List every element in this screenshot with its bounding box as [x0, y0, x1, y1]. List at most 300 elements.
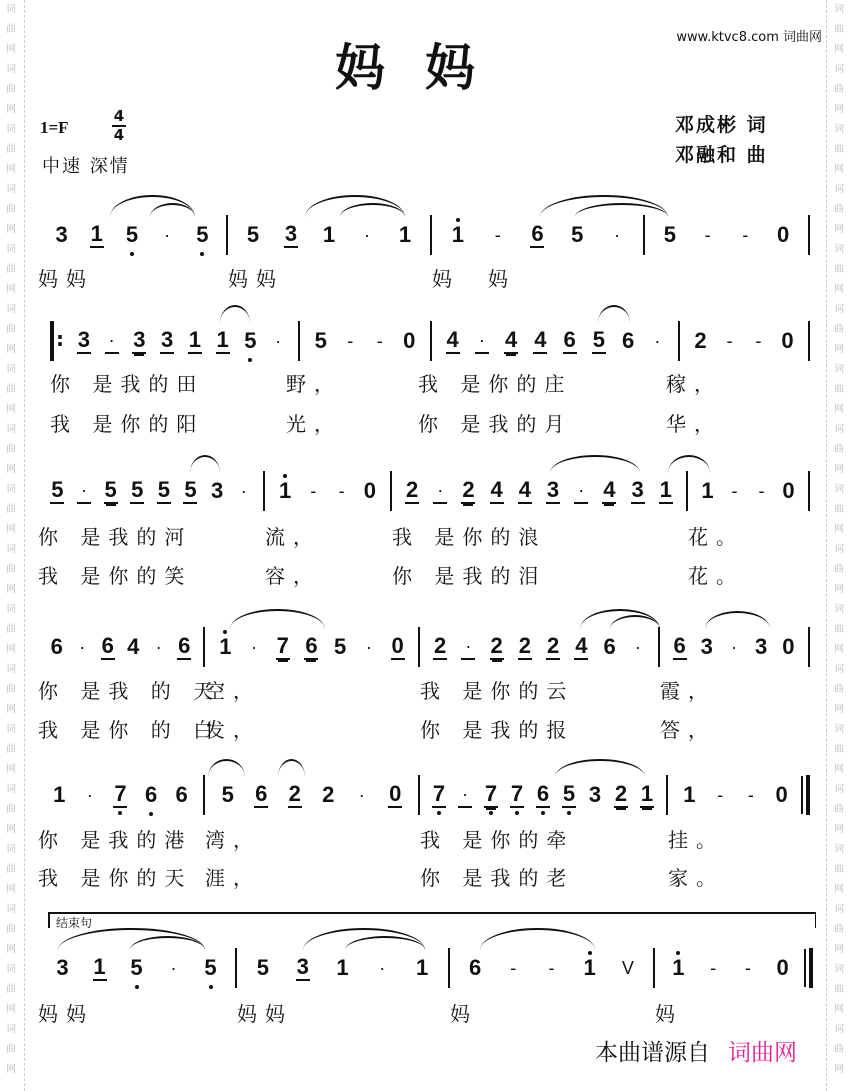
watermark-char: 词 — [6, 904, 16, 915]
note: 5 — [131, 477, 144, 502]
lyric-segment: 妈 — [655, 1002, 683, 1026]
note: 5 — [130, 955, 143, 980]
measure — [38, 627, 203, 667]
footer-brand-link[interactable]: 词曲网 — [728, 1040, 797, 1066]
lyric-line — [38, 862, 805, 890]
lyric-line — [38, 521, 810, 549]
note: 3 — [546, 477, 560, 502]
note: 1 — [415, 955, 429, 980]
augmentation-dot: · — [240, 481, 247, 501]
note: 6 — [563, 327, 576, 352]
note: 6 — [305, 633, 318, 658]
watermark-char: 曲 — [6, 804, 16, 815]
measure — [432, 215, 643, 255]
watermark-char: 曲 — [834, 744, 844, 755]
measure — [680, 321, 808, 361]
dash-extension: - — [548, 958, 555, 978]
lyric-segment: 你 是我 的 天 — [38, 679, 222, 703]
note: 7 — [114, 781, 127, 806]
watermark-char: 词 — [834, 244, 844, 255]
note: 0 — [782, 478, 795, 503]
barline — [808, 321, 810, 361]
slur — [278, 759, 305, 777]
note: 0 — [781, 328, 794, 353]
watermark-char: 网 — [834, 464, 844, 475]
measure — [265, 471, 390, 511]
watermark-char: 网 — [834, 704, 844, 715]
watermark-char: 网 — [6, 344, 16, 355]
watermark-char: 词 — [834, 64, 844, 75]
note: 5 — [221, 782, 234, 807]
dash-extension: - — [742, 225, 749, 245]
note: 5 — [104, 477, 117, 502]
augmentation-dot: · — [155, 637, 162, 657]
note: 1 — [659, 477, 672, 502]
augmentation-dot: · — [358, 785, 365, 805]
note: 3 — [631, 477, 644, 502]
watermark-char: 词 — [6, 124, 16, 135]
lyric-line — [38, 998, 808, 1026]
dash-extension: - — [747, 785, 754, 805]
measure — [655, 948, 806, 988]
watermark-char: 曲 — [834, 144, 844, 155]
note: 4 — [446, 327, 459, 352]
watermark-char: 网 — [6, 704, 16, 715]
lyric-line — [38, 714, 810, 742]
watermark-char: 词 — [6, 4, 16, 15]
watermark-char: 曲 — [834, 804, 844, 815]
note: 5 — [204, 955, 217, 980]
lyric-segment: 花。 — [688, 525, 744, 549]
lyric-segment: 你 是我的港 — [38, 828, 193, 852]
augmentation-dot: · — [458, 782, 472, 808]
note: 5 — [571, 222, 584, 247]
measure — [38, 215, 226, 255]
lyric-segment: 你 是我的老 — [420, 866, 575, 890]
note: 6 — [255, 781, 268, 806]
watermark-char: 词 — [834, 124, 844, 135]
note: 5 — [334, 634, 347, 659]
watermark-char: 网 — [6, 1004, 16, 1015]
watermark-char: 曲 — [834, 564, 844, 575]
watermark-char: 词 — [6, 364, 16, 375]
lyric-line — [38, 560, 810, 588]
watermark-char: 网 — [6, 1064, 16, 1075]
watermark-char: 词 — [834, 184, 844, 195]
augmentation-dot: · — [365, 637, 372, 657]
augmentation-dot: · — [105, 328, 119, 354]
note: 2 — [322, 782, 335, 807]
watermark-char: 曲 — [834, 504, 844, 515]
watermark-char: 词 — [6, 244, 16, 255]
lyric-segment: 湾， — [205, 828, 261, 852]
lyric-segment: 你 是我的月 — [418, 412, 573, 436]
watermark-char: 曲 — [6, 864, 16, 875]
slur — [220, 305, 250, 323]
note: 3 — [77, 327, 90, 352]
watermark-char: 词 — [6, 304, 16, 315]
key-signature: 1=F — [40, 118, 69, 137]
watermark-char: 词 — [834, 604, 844, 615]
augmentation-dot: · — [461, 634, 475, 660]
note: 2 — [405, 477, 419, 502]
slur — [705, 611, 770, 629]
watermark-char: 曲 — [834, 864, 844, 875]
watermark-char: 词 — [6, 1024, 16, 1035]
lyric-segment: 妈妈 — [228, 267, 284, 291]
note: 3 — [55, 222, 68, 247]
note: 1 — [336, 955, 349, 980]
watermark-char: 网 — [6, 44, 16, 55]
watermark-char: 曲 — [6, 624, 16, 635]
watermark-char: 曲 — [6, 564, 16, 575]
dash-extension: - — [376, 331, 383, 351]
note: 3 — [284, 221, 298, 246]
note: 6 — [178, 633, 191, 658]
augmentation-dot: · — [275, 331, 282, 351]
note: 3 — [56, 955, 69, 980]
measure — [228, 215, 430, 255]
note: 5 — [184, 477, 197, 502]
source-footer — [595, 1034, 797, 1067]
note: 6 — [673, 633, 686, 658]
slur — [190, 455, 220, 473]
note: 2 — [518, 633, 531, 658]
watermark-char: 词 — [834, 4, 844, 15]
lyric-segment: 妈妈 — [38, 1002, 94, 1026]
lyric-segment: 空， — [205, 679, 261, 703]
tempo-marking: 中速 深情 — [42, 156, 130, 177]
lyric-segment: 花。 — [688, 564, 744, 588]
final-barline — [809, 948, 813, 988]
lyricist: 邓成彬 词 — [675, 114, 768, 136]
dash-extension: - — [758, 481, 765, 501]
watermark-char: 曲 — [6, 264, 16, 275]
note: 2 — [694, 328, 707, 353]
dash-extension: - — [347, 331, 354, 351]
note: 1 — [322, 222, 336, 247]
watermark-char: 词 — [6, 184, 16, 195]
watermark-char: 网 — [834, 764, 844, 775]
note: 2 — [288, 781, 301, 806]
lyric-segment: 野， — [286, 372, 342, 396]
lyric-segment: 你 是我的田 — [50, 372, 205, 396]
lyric-segment: 我 是你的天 — [38, 866, 193, 890]
dash-extension: - — [755, 331, 762, 351]
watermark-char: 网 — [6, 524, 16, 535]
lyric-segment: 家。 — [668, 866, 724, 890]
note: 0 — [391, 633, 404, 658]
note: 6 — [468, 955, 482, 980]
watermark-char: 网 — [834, 1004, 844, 1015]
watermark-char: 词 — [834, 364, 844, 375]
watermark-char: 词 — [834, 784, 844, 795]
meter-bottom: 4 — [113, 126, 125, 144]
dash-extension: - — [731, 481, 738, 501]
watermark-char: 词 — [834, 1024, 844, 1035]
slur — [550, 455, 640, 473]
note: 5 — [562, 781, 576, 806]
lyric-segment: 我 是你的云 — [420, 679, 575, 703]
lyric-segment: 妈妈 — [38, 267, 94, 291]
watermark-char: 词 — [834, 424, 844, 435]
watermark-char: 网 — [6, 404, 16, 415]
lyric-segment: 你 是我的报 — [420, 718, 575, 742]
watermark-char: 曲 — [834, 204, 844, 215]
measure — [237, 948, 448, 988]
watermark-char: 曲 — [834, 624, 844, 635]
watermark-char: 词 — [834, 664, 844, 675]
lyric-segment: 我 是你的阳 — [50, 412, 205, 436]
note: 5 — [196, 222, 209, 247]
watermark-char: 曲 — [834, 924, 844, 935]
watermark-char: 词 — [6, 544, 16, 555]
watermark-char: 曲 — [6, 384, 16, 395]
watermark-char: 曲 — [6, 24, 16, 35]
lyric-segment: 我 是你的浪 — [392, 525, 547, 549]
dash-extension: - — [494, 225, 501, 245]
notes-row — [50, 321, 810, 361]
watermark-char: 曲 — [834, 444, 844, 455]
repeat-end-barline — [806, 775, 810, 815]
lyric-line — [50, 408, 796, 436]
lyric-line — [38, 675, 810, 703]
watermark-char: 曲 — [834, 324, 844, 335]
measure — [420, 627, 658, 667]
watermark-char: 词 — [834, 304, 844, 315]
watermark-char: 曲 — [834, 1044, 844, 1055]
measure — [660, 627, 808, 667]
measure — [300, 321, 430, 361]
lyric-line — [38, 263, 810, 291]
watermark-char: 词 — [6, 664, 16, 675]
lyric-segment: 我 是你的笑 — [38, 564, 193, 588]
note: 5 — [125, 222, 139, 247]
watermark-char: 词 — [834, 724, 844, 735]
left-border — [24, 0, 25, 1091]
watermark-char: 曲 — [834, 384, 844, 395]
watermark-char: 网 — [834, 104, 844, 115]
note: 1 — [398, 222, 412, 247]
note: 5 — [246, 222, 260, 247]
lyric-segment: 答， — [660, 718, 716, 742]
measure — [645, 215, 808, 255]
repeat-start-sign — [50, 321, 54, 361]
watermark-char: 曲 — [6, 984, 16, 995]
note: 0 — [782, 634, 795, 659]
note: 3 — [161, 327, 174, 352]
note: 3 — [755, 634, 768, 659]
lyric-segment: 我 是你的庄 — [418, 372, 573, 396]
watermark-char: 网 — [834, 584, 844, 595]
watermark-char: 词 — [834, 904, 844, 915]
augmentation-dot: · — [379, 958, 386, 978]
note: 6 — [101, 633, 114, 658]
watermark-char: 词 — [834, 484, 844, 495]
watermark-char: 词 — [834, 844, 844, 855]
note: 7 — [432, 781, 446, 806]
note: 4 — [603, 477, 616, 502]
note: 1 — [672, 955, 685, 980]
time-signature — [112, 108, 126, 144]
lyric-segment — [645, 263, 810, 291]
dash-extension: - — [510, 958, 517, 978]
measure — [432, 321, 678, 361]
barline — [808, 627, 810, 667]
watermark-char: 网 — [6, 584, 16, 595]
watermark-char: 词 — [6, 64, 16, 75]
lyric-segment: 涯， — [205, 866, 261, 890]
watermark-char: 曲 — [6, 144, 16, 155]
augmentation-dot: · — [634, 637, 641, 657]
note: 0 — [363, 478, 376, 503]
note: 7 — [510, 781, 524, 806]
lyric-segment: 妈妈 — [237, 1002, 293, 1026]
barline — [808, 215, 810, 255]
barline — [808, 471, 810, 511]
measure — [205, 627, 418, 667]
watermark-char: 曲 — [6, 1044, 16, 1055]
note: 1 — [216, 327, 229, 352]
slur — [555, 759, 645, 777]
lyric-segment: 我 是你 的 白 — [38, 718, 222, 742]
watermark-char: 网 — [834, 944, 844, 955]
note: 1 — [90, 221, 103, 246]
measure — [450, 948, 653, 988]
note: 5 — [157, 477, 170, 502]
note: 4 — [518, 477, 531, 502]
measure — [38, 471, 263, 511]
watermark-char: 网 — [834, 344, 844, 355]
watermark-char: 词 — [6, 844, 16, 855]
lyric-line — [38, 824, 805, 852]
lyric-segment: 光， — [286, 412, 342, 436]
notes-row — [38, 215, 810, 255]
watermark-char: 网 — [6, 944, 16, 955]
lyric-segment: 稼， — [666, 372, 722, 396]
note: 1 — [279, 478, 292, 503]
right-border — [826, 0, 827, 1091]
slur — [668, 455, 710, 473]
watermark-char: 词 — [834, 544, 844, 555]
watermark-char: 词 — [6, 484, 16, 495]
dash-extension: - — [710, 958, 717, 978]
lyric-segment: 你 是我的河 — [38, 525, 193, 549]
measure — [688, 471, 808, 511]
measure — [668, 775, 803, 815]
ending-bracket — [48, 912, 816, 928]
song-title: 妈妈 — [335, 38, 515, 97]
watermark-char: 网 — [834, 884, 844, 895]
footer-text: 本曲谱源自 — [595, 1040, 710, 1066]
dash-extension: - — [704, 225, 711, 245]
note: 6 — [175, 782, 188, 807]
left-watermark — [2, 0, 20, 1091]
watermark-char: 网 — [834, 524, 844, 535]
augmentation-dot: · — [164, 225, 171, 245]
notes-row — [38, 627, 810, 667]
note: 1 — [683, 782, 696, 807]
watermark-char: 曲 — [834, 984, 844, 995]
note: 0 — [403, 328, 416, 353]
augmentation-dot: · — [475, 328, 489, 354]
notes-row — [38, 775, 810, 815]
note: 7 — [276, 633, 289, 658]
watermark-char: 网 — [834, 1064, 844, 1075]
note: 5 — [314, 328, 327, 353]
watermark-char: 网 — [6, 224, 16, 235]
slur — [480, 928, 595, 950]
augmentation-dot: · — [79, 637, 86, 657]
note: 3 — [588, 782, 602, 807]
lyric-segment: 妈 — [450, 1002, 478, 1026]
breath-mark: V — [621, 958, 634, 978]
slur — [598, 305, 630, 323]
note: 2 — [547, 633, 560, 658]
lyric-segment: 我 是你的牵 — [420, 828, 575, 852]
watermark-char: 曲 — [834, 24, 844, 35]
augmentation-dot: · — [364, 225, 370, 245]
slur — [208, 759, 245, 777]
lyric-line — [50, 368, 796, 396]
watermark-char: 词 — [6, 784, 16, 795]
note: 4 — [490, 477, 503, 502]
site-url[interactable]: www.ktvc8.com 词曲网 — [676, 30, 822, 45]
note: 1 — [219, 634, 232, 659]
note: 4 — [505, 327, 518, 352]
note: 5 — [592, 327, 605, 352]
note: 1 — [451, 222, 465, 247]
note: 6 — [50, 634, 63, 659]
notes-row — [38, 471, 810, 511]
note: 1 — [640, 781, 654, 806]
notes-row — [38, 948, 813, 988]
watermark-char: 网 — [6, 764, 16, 775]
note: 0 — [775, 782, 788, 807]
note: 3 — [296, 954, 309, 979]
augmentation-dot: · — [433, 478, 447, 504]
note: 3 — [210, 478, 224, 503]
note: 7 — [484, 781, 498, 806]
note: 5 — [51, 477, 64, 502]
note: 4 — [575, 633, 588, 658]
watermark-char: 网 — [834, 284, 844, 295]
augmentation-dot: · — [251, 637, 258, 657]
augmentation-dot: · — [730, 637, 737, 657]
note: 6 — [536, 781, 550, 806]
watermark-char: 网 — [6, 644, 16, 655]
watermark-char: 网 — [834, 224, 844, 235]
watermark-char: 曲 — [6, 504, 16, 515]
note: 1 — [188, 327, 201, 352]
measure — [38, 775, 203, 815]
augmentation-dot: · — [614, 225, 621, 245]
lyric-segment: 容， — [265, 564, 321, 588]
watermark-char: 曲 — [834, 264, 844, 275]
watermark-char: 网 — [834, 164, 844, 175]
measure — [392, 471, 686, 511]
watermark-char: 词 — [6, 424, 16, 435]
watermark-char: 网 — [834, 824, 844, 835]
watermark-char: 曲 — [6, 324, 16, 335]
measure — [38, 948, 235, 988]
note: 2 — [490, 633, 503, 658]
ending-label: 结束句 — [56, 916, 93, 930]
watermark-char: 网 — [6, 464, 16, 475]
note: 2 — [434, 633, 447, 658]
lyric-segment: 妈 妈 — [432, 267, 516, 291]
watermark-char: 词 — [6, 964, 16, 975]
